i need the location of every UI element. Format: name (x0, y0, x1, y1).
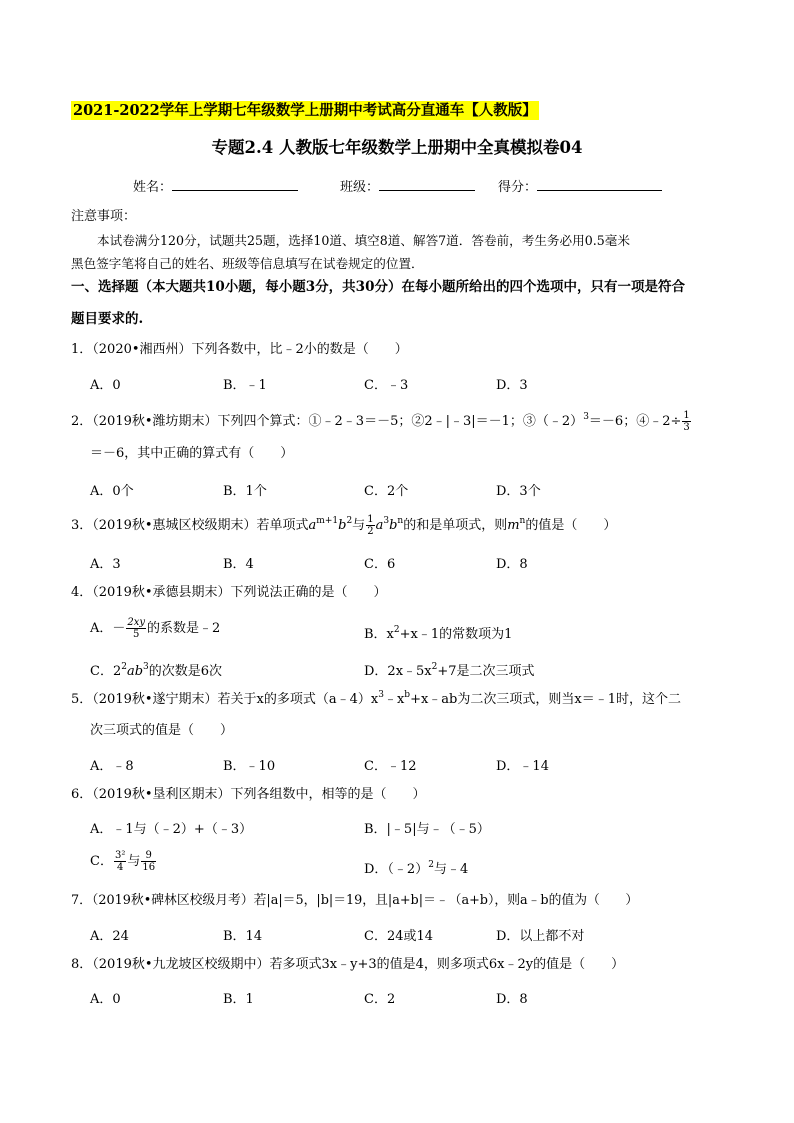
section1-line1: 一、选择题（本大题共10小题，每小题3分，共30分）在每小题所给出的四个选项中，只有一项是符合 (71, 279, 685, 295)
q6-option-a[interactable]: A．﹣1与（﹣2）+（﹣3） (90, 822, 253, 837)
q8-stem: 8．（2019秋•九龙坡区校级期中）若多项式3x﹣y+3的值是4，则多项式6x﹣2y的值是（ ） (71, 957, 625, 972)
q5-option-b[interactable]: B．﹣10 (223, 759, 276, 774)
q2-option-b[interactable]: B．1个 (223, 484, 267, 499)
notes-line1: 本试卷满分120分，试题共25题，选择10道、填空8道、解答7道．答卷前，考生务必用0.5毫米 (97, 233, 630, 248)
q4-option-d[interactable]: D．$2x﹣5x^2+7$是二次三项式 (364, 662, 535, 679)
q4-option-c[interactable]: C．$2^2ab^3$的次数是6次 (90, 662, 223, 679)
class-label: 班级： (340, 180, 380, 195)
q7-option-b[interactable]: B．14 (223, 929, 263, 944)
class-blank[interactable] (379, 177, 475, 191)
q6-option-b[interactable]: B．|﹣5|与﹣（﹣5） (364, 822, 490, 837)
q6-stem: 6．（2019秋•垦利区期末）下列各组数中，相等的是（ ） (71, 787, 426, 802)
notes-heading: 注意事项： (71, 209, 137, 224)
q8-option-c[interactable]: C．2 (364, 992, 396, 1007)
q4-stem: 4．（2019秋•承德县期末）下列说法正确的是（ ） (71, 585, 387, 600)
q2-option-c[interactable]: C．2个 (364, 484, 409, 499)
q3-option-b[interactable]: B．4 (223, 557, 254, 572)
q3-stem: 3．（2019秋•惠城区校级期末）若单项式$a^{m+1}b^2$与 $\frac{1}{2}$ $a^3b^n$的和是单项式，则$m^n$的值是（ ） (71, 514, 617, 537)
notes-line2: 黑色签字笔将自己的姓名、班级等信息填写在试卷规定的位置． (71, 256, 424, 271)
score-field (498, 177, 662, 196)
q1-option-a[interactable]: A．0 (90, 378, 121, 393)
q7-option-c[interactable]: C．24或14 (364, 929, 434, 944)
q3-option-a[interactable]: A．3 (90, 557, 121, 572)
q4-option-a[interactable]: A．－ $\frac{2xy}{5}$ 的系数是﹣2 (90, 617, 221, 640)
q6-option-c[interactable]: C． $\frac{\text{3²}}{4}$ 与 $\frac{9}{16}$ (90, 850, 156, 873)
q7-stem: 7．（2019秋•碑林区校级月考）若|a|＝5，|b|＝19，且|a+b|＝﹣（a+b），则a﹣b的值为（ ） (71, 893, 639, 908)
q4-fraction: $\frac{2xy}{5}$ (127, 617, 146, 640)
q6-fraction-1: $\frac{\text{3²}}{4}$ (114, 850, 126, 873)
q2-stem: 2．（2019秋•潍坊期末）下列四个算式：①﹣2﹣3＝－5；②2﹣|﹣3|＝－1；③（﹣2）$^3$＝－6；④﹣2÷ $\frac{1}{3}$ (71, 410, 690, 433)
q1-option-c[interactable]: C．﹣3 (364, 378, 409, 393)
score-blank[interactable] (537, 177, 662, 191)
q8-option-a[interactable]: A．0 (90, 992, 121, 1007)
name-field (133, 177, 298, 196)
q3-option-c[interactable]: C．6 (364, 557, 396, 572)
q4-option-b[interactable]: B．$x^2+x﹣1$的常数项为1 (364, 625, 513, 642)
class-field (340, 177, 475, 196)
q1-option-b[interactable]: B．﹣1 (223, 378, 267, 393)
q2-option-d[interactable]: D．3个 (496, 484, 541, 499)
q5-option-d[interactable]: D．﹣14 (496, 759, 549, 774)
q5-option-a[interactable]: A．﹣8 (90, 759, 134, 774)
q6-option-d[interactable]: D．（﹣2）$^2$与﹣4 (364, 860, 469, 877)
q2-fraction: $\frac{1}{3}$ (683, 410, 690, 433)
name-blank[interactable] (172, 177, 298, 191)
q6-fraction-2: $\frac{9}{16}$ (142, 850, 156, 873)
q2-option-a[interactable]: A．0个 (90, 484, 134, 499)
q8-option-b[interactable]: B．1 (223, 992, 254, 1007)
q1-stem: 1．（2020•湘西州）下列各数中，比﹣2小的数是（ ） (71, 342, 408, 357)
score-label: 得分： (498, 180, 538, 195)
q3-fraction: $\frac{1}{2}$ (367, 514, 374, 537)
q5-option-c[interactable]: C．﹣12 (364, 759, 417, 774)
q7-option-d[interactable]: D．以上都不对 (496, 929, 585, 944)
q5-stem: 5．（2019秋•遂宁期末）若关于x的多项式$(a﹣4)x^3﹣x^b+x﹣ab$为二次三项式，则当x＝﹣1时，这个二 (71, 690, 681, 707)
q2-stem-line2: ＝－6，其中正确的算式有（ ） (90, 446, 294, 461)
q7-option-a[interactable]: A．24 (90, 929, 129, 944)
q1-option-d[interactable]: D．3 (496, 378, 528, 393)
q3-option-d[interactable]: D．8 (496, 557, 528, 572)
header-banner: 2021-2022学年上学期七年级数学上册期中考试高分直通车【人教版】 (73, 102, 537, 119)
q8-option-d[interactable]: D．8 (496, 992, 528, 1007)
q5-stem-line2: 次三项式的值是（ ） (90, 723, 234, 738)
name-label: 姓名： (133, 180, 173, 195)
section1-line2: 题目要求的. (71, 311, 144, 327)
page-title: 专题2.4 人教版七年级数学上册期中全真模拟卷04 (211, 138, 583, 157)
